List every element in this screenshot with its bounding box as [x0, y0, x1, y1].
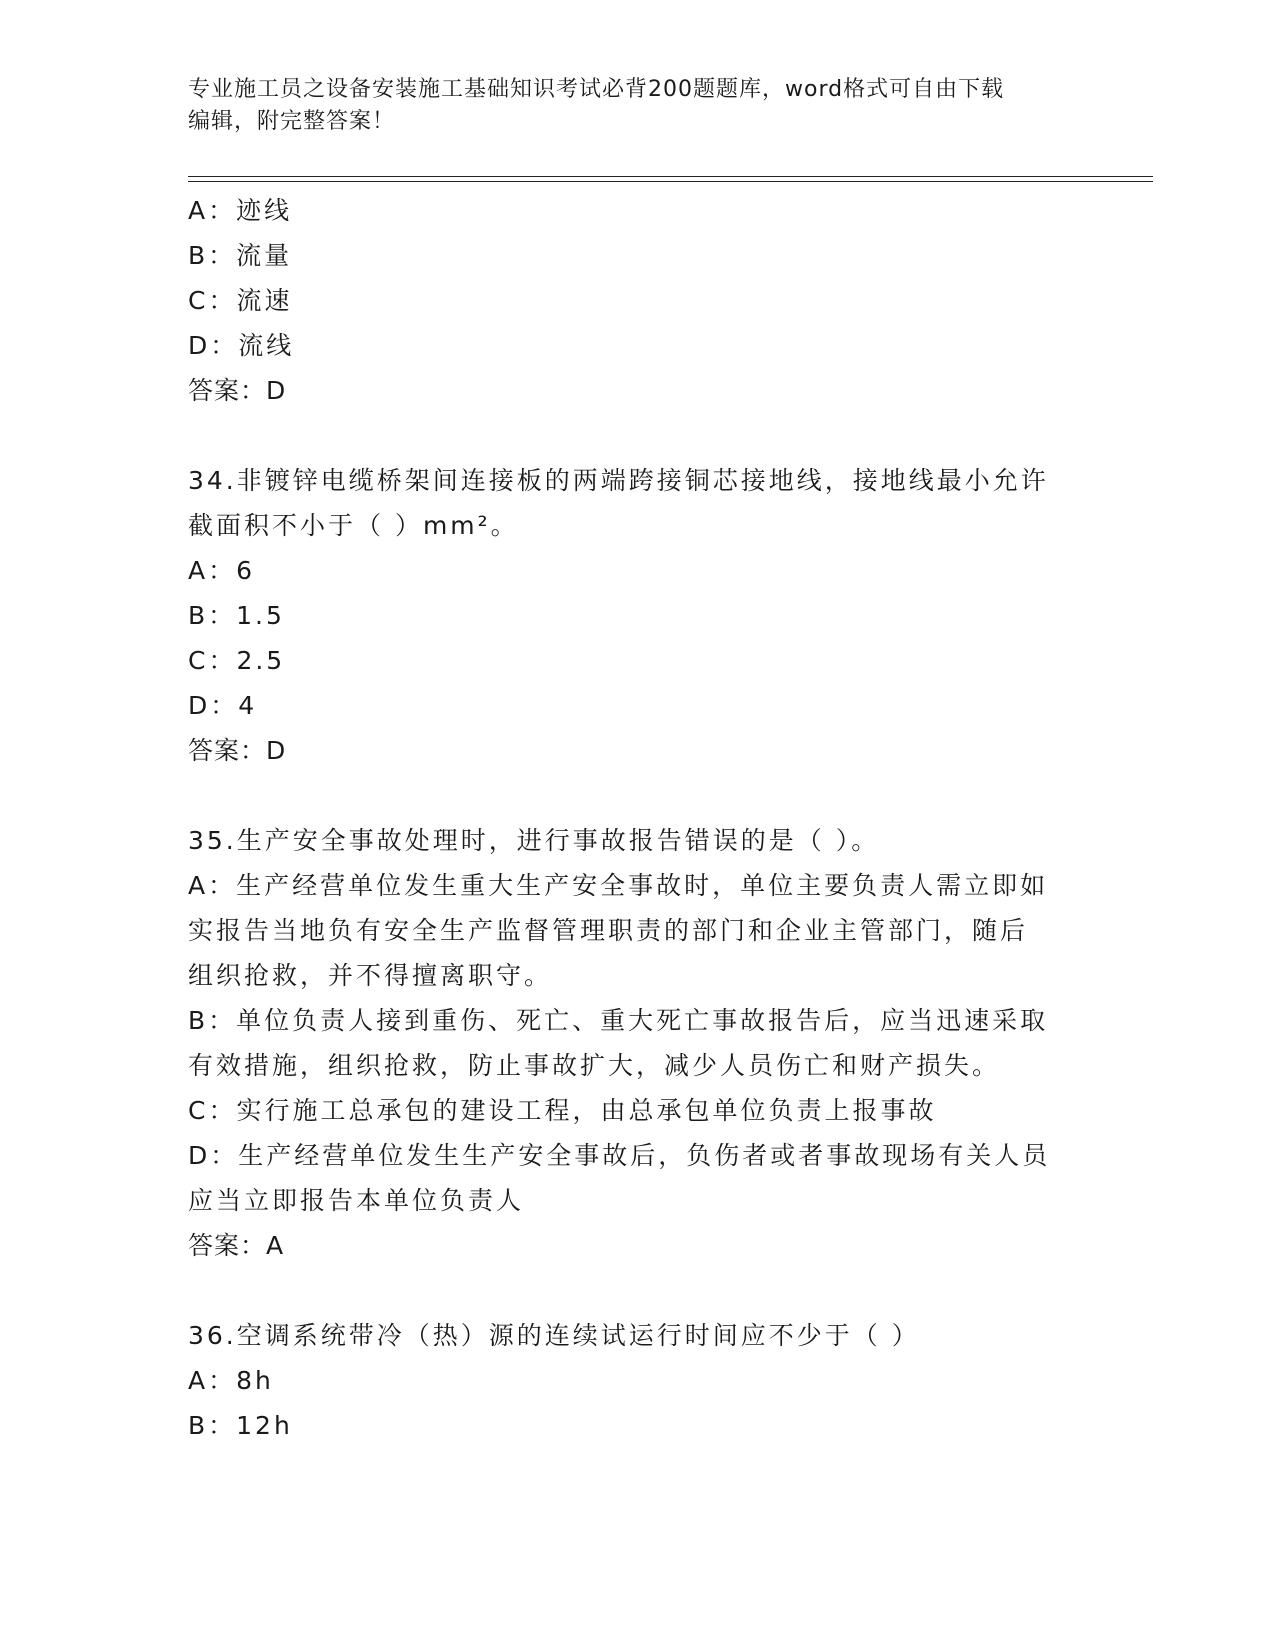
- header-title-line-2: 编辑，附完整答案！: [188, 109, 396, 134]
- option-a: A：6: [188, 556, 256, 585]
- header-divider-top: [188, 176, 1153, 177]
- answer: 答案：D: [188, 376, 287, 405]
- option-c: C：2.5: [188, 646, 286, 675]
- question-34: [188, 458, 1088, 773]
- option-d-line-2: 应当立即报告本单位负责人: [188, 1186, 525, 1215]
- question-list: [188, 188, 1088, 1448]
- option-c: C：流速: [188, 286, 293, 315]
- option-b: B：1.5: [188, 601, 285, 630]
- question-stem-line-1: 34.非镀锌电缆桥架间连接板的两端跨接铜芯接地线，接地线最小允许: [188, 466, 1049, 495]
- option-a: A：8h: [188, 1366, 274, 1395]
- option-d: D：流线: [188, 331, 295, 360]
- question-stem: 36.空调系统带冷（热）源的连续试运行时间应不少于（ ）: [188, 1321, 920, 1350]
- option-a: A：迹线: [188, 196, 293, 225]
- question-spacer: [188, 413, 1088, 458]
- question-33: [188, 188, 1088, 413]
- option-a-line-3: 组织抢救，并不得擅离职守。: [188, 961, 553, 990]
- header-divider-bottom: [188, 181, 1153, 182]
- question-stem-line-2: 截面积不小于（ ）mm²。: [188, 511, 519, 540]
- header-title-line-1: 专业施工员之设备安装施工基础知识考试必背200题题库，word格式可自由下载: [188, 77, 1005, 102]
- option-a-line-2: 实报告当地负有安全生产监督管理职责的部门和企业主管部门，随后: [188, 916, 1029, 945]
- question-36: [188, 1313, 1088, 1448]
- question-spacer: [188, 1268, 1088, 1313]
- option-b-line-2: 有效措施，组织抢救，防止事故扩大，减少人员伤亡和财产损失。: [188, 1051, 1001, 1080]
- option-d: D：4: [188, 691, 258, 720]
- question-stem: 35.生产安全事故处理时，进行事故报告错误的是（ ）。: [188, 826, 880, 855]
- question-35: [188, 818, 1088, 1268]
- question-spacer: [188, 773, 1088, 818]
- option-c-line-1: C：实行施工总承包的建设工程，由总承包单位负责上报事故: [188, 1096, 937, 1125]
- answer: 答案：D: [188, 736, 287, 765]
- option-b-line-1: B：单位负责人接到重伤、死亡、重大死亡事故报告后，应当迅速采取: [188, 1006, 1049, 1035]
- document-header: [188, 74, 1088, 138]
- option-d-line-1: D：生产经营单位发生生产安全事故后，负伤者或者事故现场有关人员: [188, 1141, 1051, 1170]
- answer: 答案：A: [188, 1231, 285, 1260]
- option-b: B：流量: [188, 241, 293, 270]
- option-b: B：12h: [188, 1411, 293, 1440]
- option-a-line-1: A：生产经营单位发生重大生产安全事故时，单位主要负责人需立即如: [188, 871, 1049, 900]
